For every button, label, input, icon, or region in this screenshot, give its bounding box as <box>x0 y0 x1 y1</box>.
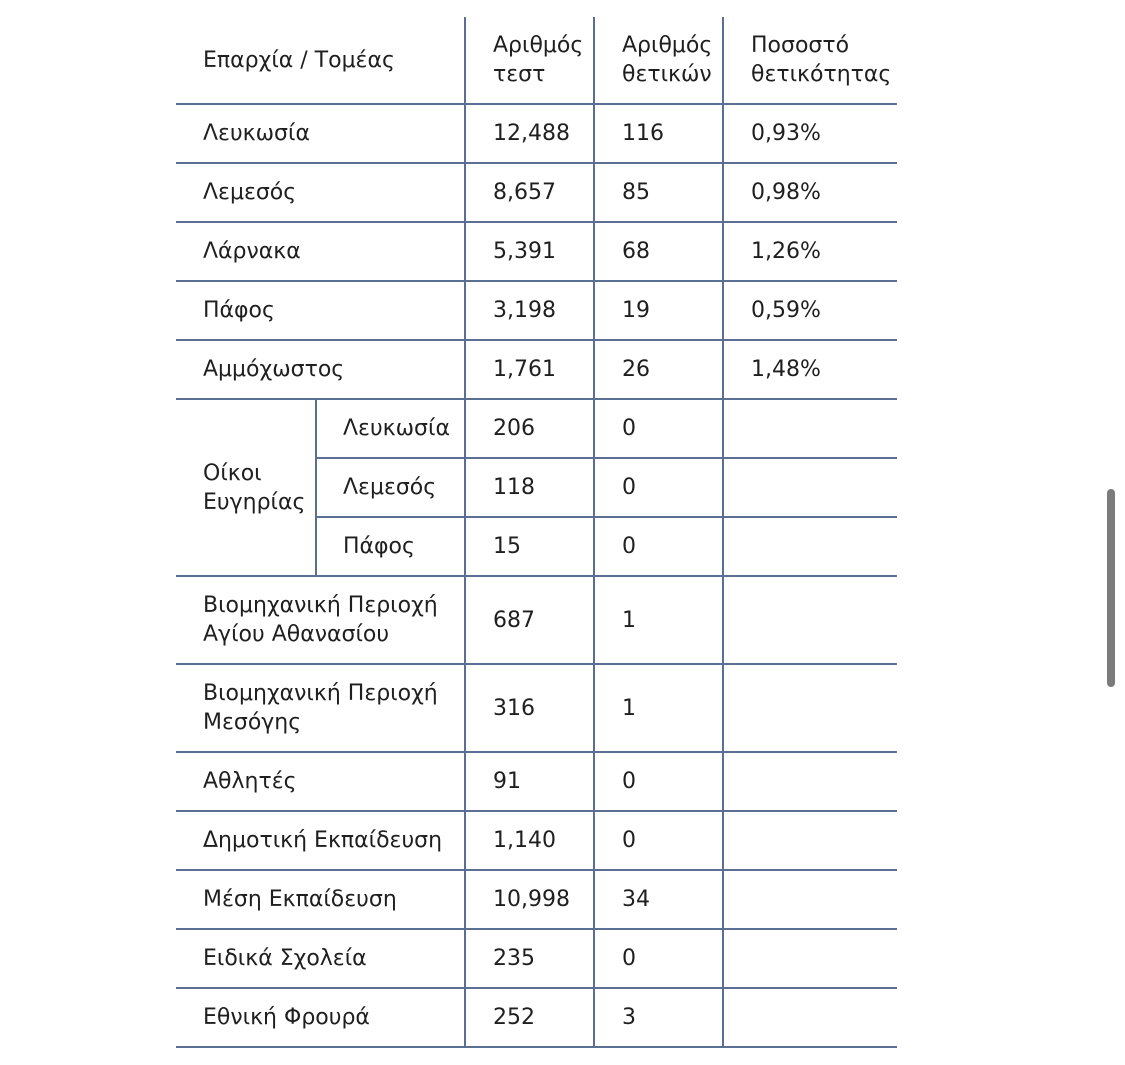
tests-cell: 3,198 <box>465 281 594 340</box>
table-row <box>176 281 897 340</box>
header-positives: Αριθμός θετικών <box>594 17 723 104</box>
positives-cell: 0 <box>594 517 723 576</box>
header-positivity-rate: Ποσοστό θετικότητας <box>723 17 897 104</box>
care-home-district: Λευκωσία <box>316 399 465 458</box>
sector-name: Βιομηχανική Περιοχή Μεσόγης <box>176 664 465 752</box>
district-name: Αμμόχωστος <box>176 340 465 399</box>
rate-cell: 0,98% <box>723 163 897 222</box>
sector-name: Αθλητές <box>176 752 465 811</box>
table-row <box>176 811 897 870</box>
sector-name: Εθνική Φρουρά <box>176 988 465 1047</box>
tests-cell: 687 <box>465 576 594 664</box>
sector-name: Βιομηχανική Περιοχή Αγίου Αθανασίου <box>176 576 465 664</box>
table-row <box>176 752 897 811</box>
tests-cell: 1,761 <box>465 340 594 399</box>
header-row <box>176 17 897 104</box>
positives-cell: 116 <box>594 104 723 163</box>
rate-cell <box>723 576 897 664</box>
table-row <box>176 340 897 399</box>
rate-cell <box>723 929 897 988</box>
table-row <box>176 399 897 458</box>
positives-cell: 3 <box>594 988 723 1047</box>
table-row <box>176 222 897 281</box>
district-name: Πάφος <box>176 281 465 340</box>
testing-results-table <box>176 17 897 1048</box>
positives-cell: 85 <box>594 163 723 222</box>
positives-cell: 0 <box>594 458 723 517</box>
district-name: Λάρνακα <box>176 222 465 281</box>
sector-name: Δημοτική Εκπαίδευση <box>176 811 465 870</box>
tests-cell: 206 <box>465 399 594 458</box>
tests-cell: 1,140 <box>465 811 594 870</box>
tests-cell: 8,657 <box>465 163 594 222</box>
tests-cell: 15 <box>465 517 594 576</box>
rate-cell: 0,59% <box>723 281 897 340</box>
positives-cell: 0 <box>594 811 723 870</box>
rate-cell <box>723 399 897 458</box>
rate-cell <box>723 870 897 929</box>
table-row <box>176 664 897 752</box>
positives-cell: 34 <box>594 870 723 929</box>
positives-cell: 19 <box>594 281 723 340</box>
header-tests: Αριθμός τεστ <box>465 17 594 104</box>
rate-cell <box>723 988 897 1047</box>
table-row <box>176 576 897 664</box>
sector-name: Μέση Εκπαίδευση <box>176 870 465 929</box>
table-row <box>176 870 897 929</box>
tests-cell: 252 <box>465 988 594 1047</box>
tests-cell: 316 <box>465 664 594 752</box>
care-homes-label: Οίκοι Ευγηρίας <box>176 399 316 576</box>
table-row <box>176 929 897 988</box>
rate-cell <box>723 458 897 517</box>
table-row <box>176 104 897 163</box>
tests-cell: 5,391 <box>465 222 594 281</box>
tests-cell: 118 <box>465 458 594 517</box>
rate-cell <box>723 811 897 870</box>
positives-cell: 68 <box>594 222 723 281</box>
positives-cell: 1 <box>594 576 723 664</box>
care-home-district: Λεμεσός <box>316 458 465 517</box>
rate-cell: 1,26% <box>723 222 897 281</box>
district-name: Λεμεσός <box>176 163 465 222</box>
table-row <box>176 988 897 1047</box>
positives-cell: 26 <box>594 340 723 399</box>
tests-cell: 91 <box>465 752 594 811</box>
sector-name: Ειδικά Σχολεία <box>176 929 465 988</box>
rate-cell <box>723 664 897 752</box>
tests-cell: 10,998 <box>465 870 594 929</box>
rate-cell <box>723 517 897 576</box>
rate-cell: 1,48% <box>723 340 897 399</box>
positives-cell: 0 <box>594 399 723 458</box>
district-name: Λευκωσία <box>176 104 465 163</box>
positives-cell: 0 <box>594 929 723 988</box>
header-region: Επαρχία / Τομέας <box>176 17 465 104</box>
tests-cell: 235 <box>465 929 594 988</box>
tests-cell: 12,488 <box>465 104 594 163</box>
positives-cell: 1 <box>594 664 723 752</box>
rate-cell: 0,93% <box>723 104 897 163</box>
vertical-scrollbar[interactable] <box>1107 489 1115 687</box>
rate-cell <box>723 752 897 811</box>
table-row <box>176 163 897 222</box>
care-home-district: Πάφος <box>316 517 465 576</box>
positives-cell: 0 <box>594 752 723 811</box>
